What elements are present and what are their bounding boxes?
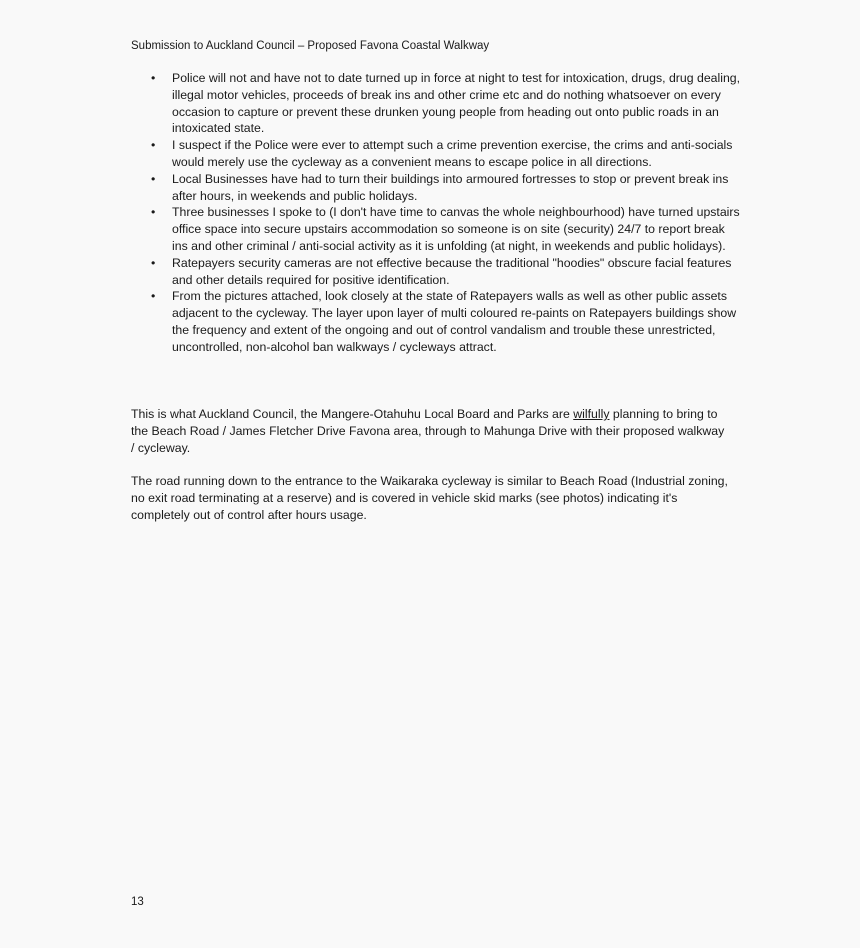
bullet-icon: •	[151, 138, 156, 153]
list-item	[131, 171, 743, 205]
list-item	[131, 137, 743, 171]
bullet-icon: •	[151, 289, 156, 304]
underlined-word: wilfully	[573, 407, 610, 421]
bullet-text: Three businesses I spoke to (I don't have time to canvas the whole neighbourhood) have turned upstairs office space into secure upstairs accommodation so someone is on site (security) 24/7 to report break ins and other criminal / anti-social activity as it is unfolding (at night, in weekends and public holidays).	[172, 205, 740, 253]
paragraph-council-plans	[131, 406, 731, 456]
bullet-text: Police will not and have not to date turned up in force at night to test for intoxication, drugs, drug dealing, illegal motor vehicles, proceeds of break ins and other crime etc and do nothing whatsoever on every occasion to capture or prevent these drunken young people from heading out onto public roads in an intoxicated state.	[172, 71, 741, 136]
paragraph-text: planning to bring to the Beach Road / James Fletcher Drive Favona area, through to Mahunga Drive with their proposed walkway / cycleway.	[131, 407, 725, 455]
bullet-icon: •	[151, 255, 156, 270]
list-item	[131, 288, 743, 355]
bullet-text: Ratepayers security cameras are not effective because the traditional "hoodies" obscure facial features and other details required for positive identification.	[172, 255, 732, 287]
list-item	[131, 70, 743, 137]
bullet-text: Local Businesses have had to turn their buildings into armoured fortresses to stop or prevent break ins after hours, in weekends and public holidays.	[172, 171, 729, 203]
list-item	[131, 204, 743, 254]
bullet-list	[131, 70, 743, 356]
paragraph-waikaraka-road: The road running down to the entrance to the Waikaraka cycleway is similar to Beach Road (Industrial zoning, no exit road terminating at a reserve) and is covered in vehicle skid marks (see photos) indicating it's completely out of control after hours usage.	[131, 474, 728, 522]
bullet-icon: •	[151, 71, 156, 85]
bullet-text: I suspect if the Police were ever to attempt such a crime prevention exercise, the crims and anti-socials would merely use the cycleway as a convenient means to escape police in all directions.	[172, 138, 733, 169]
bullet-text: From the pictures attached, look closely at the state of Ratepayers walls as well as other public assets adjacent to the cycleway. The layer upon layer of multi coloured re-paints on Ratepayers buildings show the frequency and extent of the ongoing and out of control vandalism and trouble these unrestricted, uncontrolled, non-alcohol ban walkways / cycleways attract.	[172, 289, 737, 354]
bullet-icon: •	[151, 171, 156, 186]
page-number: 13	[131, 896, 144, 908]
list-item	[131, 255, 743, 289]
paragraph-text: This is what Auckland Council, the Mangere-Otahuhu Local Board and Parks are	[131, 407, 574, 421]
page-header: Submission to Auckland Council – Proposed Favona Coastal Walkway	[131, 40, 490, 52]
bullet-icon: •	[151, 205, 156, 220]
